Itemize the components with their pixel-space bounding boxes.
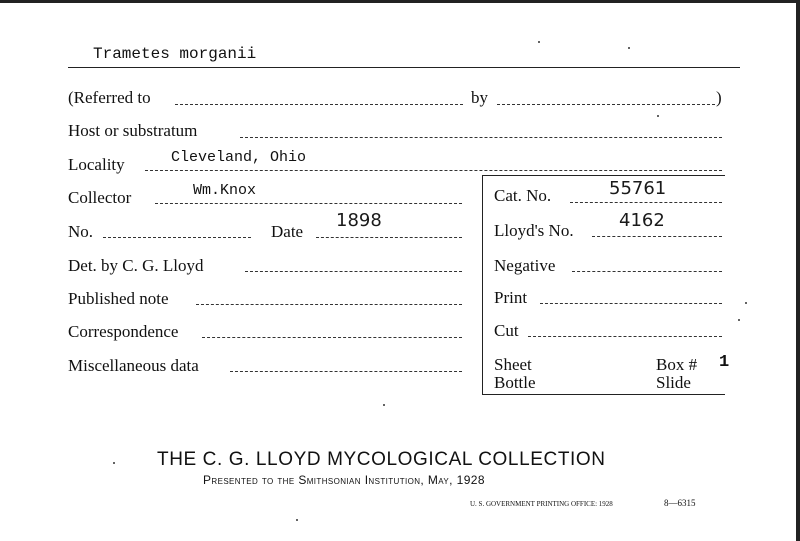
card-top-edge [0,0,800,3]
species-name: Trametes morganii [93,45,257,63]
published-line [196,304,462,305]
host-line [240,137,722,138]
printing-office-note: U. S. GOVERNMENT PRINTING OFFICE: 1928 [470,500,613,508]
sheet-label: Sheet [494,355,532,374]
card-right-edge [796,0,800,541]
box-top-line [482,175,725,176]
lloyds-no-value: 4162 [619,210,665,231]
cat-no-value: 55761 [609,178,667,199]
box-bottom-line [482,394,725,395]
det-by-label: Det. by C. G. Lloyd [68,256,204,275]
print-line [540,303,722,304]
negative-label: Negative [494,256,556,275]
form-code: 8—6315 [664,498,696,508]
correspondence-label: Correspondence [68,322,179,341]
referred-to-label: (Referred to [68,88,151,107]
published-label: Published note [68,289,169,308]
print-label: Print [494,288,528,307]
locality-label: Locality [68,155,125,174]
box-label: Box # [656,355,698,374]
collector-value: Wm.Knox [193,182,257,199]
date-line [316,237,462,238]
host-label: Host or substratum [68,121,198,140]
by-line [497,104,715,105]
close-paren: ) [716,88,722,107]
date-label: Date [271,222,304,241]
date-value: 1898 [336,210,382,231]
collector-label: Collector [68,188,132,207]
scan-speck [657,115,659,117]
collector-line [155,203,462,204]
scan-speck [745,302,747,304]
cat-no-line [570,202,722,203]
no-label: No. [68,222,94,241]
scan-speck [738,319,740,321]
slide-label: Slide [656,373,691,392]
scan-speck [296,519,298,521]
cut-label: Cut [494,321,519,340]
misc-line [230,371,462,372]
no-line [103,237,251,238]
lloyds-no-label: Lloyd's No. [494,221,574,240]
scan-speck [538,41,540,43]
misc-label: Miscellaneous data [68,356,199,375]
cat-no-label: Cat. No. [494,186,552,205]
lloyds-no-line [592,236,722,237]
bottle-label: Bottle [494,373,536,392]
species-underline [68,67,740,68]
scan-speck [113,462,115,464]
scan-speck [383,404,385,406]
collection-subtitle: Presented to the Smithsonian Institution, May, 1928 [203,473,485,487]
locality-value: Cleveland, Ohio [171,149,307,166]
locality-line [145,170,722,171]
by-label: by [471,88,488,107]
collection-title: THE C. G. LLOYD MYCOLOGICAL COLLECTION [157,449,606,470]
cut-line [528,336,722,337]
box-number-value: 1 [719,353,730,372]
det-by-line [245,271,462,272]
correspondence-line [202,337,462,338]
box-left-line [482,175,483,395]
referred-to-line [175,104,463,105]
scan-speck [628,47,630,49]
negative-line [572,271,722,272]
